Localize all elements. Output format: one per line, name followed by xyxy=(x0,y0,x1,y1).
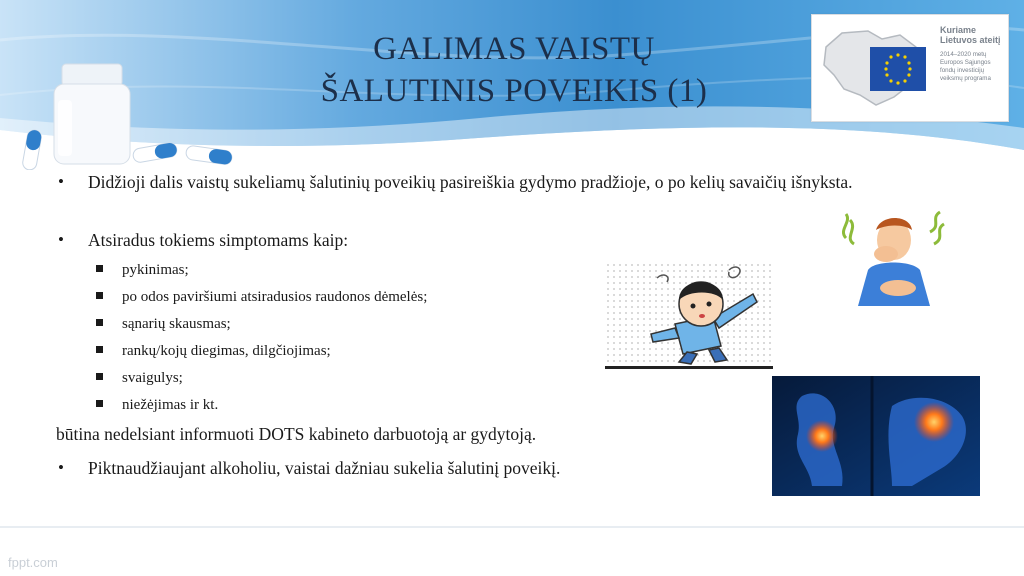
lithuania-map-eu-flag-icon xyxy=(820,25,938,111)
symptom-item xyxy=(96,341,596,361)
nausea-man-illustration xyxy=(838,208,948,308)
bullet-item xyxy=(56,228,756,252)
square-bullet-icon xyxy=(96,319,103,326)
square-bullet-icon xyxy=(96,373,103,380)
symptom-text: svaigulys; xyxy=(122,370,183,386)
title-line-1: GALIMAS VAISTŲ xyxy=(373,31,655,67)
symptom-item xyxy=(96,287,596,307)
bullet-text: Piktnaudžiaujant alkoholiu, vaistai dažniau sukelia šalutinį poveikį. xyxy=(88,458,561,478)
symptom-text: niežėjimas ir kt. xyxy=(122,397,219,413)
footer-brand: fppt.com xyxy=(8,555,58,570)
symptom-text: po odos paviršiumi atsiradusios raudonos dėmelės; xyxy=(122,289,428,305)
square-bullet-icon xyxy=(96,346,103,353)
joint-pain-illustration xyxy=(772,376,980,496)
bullet-dot-icon: • xyxy=(58,230,64,249)
symptom-item xyxy=(96,314,596,334)
square-bullet-icon xyxy=(96,292,103,299)
dizzy-boy-illustration xyxy=(605,262,773,370)
symptom-item xyxy=(96,260,596,280)
bullet-item xyxy=(56,456,756,480)
logo-sub-text: 2014–2020 metų Europos Sąjungos fondų investicijų veiksmų programa xyxy=(940,51,991,82)
logo-main-text: Kuriame Lietuvos ateitį xyxy=(940,25,1001,45)
square-bullet-icon xyxy=(96,265,103,272)
bullet-text: Atsiradus tokiems simptomams kaip: xyxy=(88,230,349,250)
symptom-item xyxy=(96,368,596,388)
title-line-2: ŠALUTINIS POVEIKIS (1) xyxy=(320,73,708,109)
pill-bottle-illustration xyxy=(18,60,248,170)
followup-text: būtina nedelsiant informuoti DOTS kabineto darbuotoją ar gydytoją. xyxy=(56,424,537,444)
eu-funds-logo xyxy=(811,14,1009,122)
symptom-item xyxy=(96,395,596,415)
footer-divider xyxy=(0,526,1024,528)
square-bullet-icon xyxy=(96,400,103,407)
symptom-text: rankų/kojų diegimas, dilgčiojimas; xyxy=(122,343,331,359)
symptom-text: pykinimas; xyxy=(122,262,189,278)
logo-text xyxy=(940,25,1006,83)
bullet-text: Didžioji dalis vaistų sukeliamų šalutinių poveikių pasireiškia gydymo pradžioje, o po kelių savaičių išnyksta. xyxy=(88,172,853,192)
bullet-dot-icon: • xyxy=(58,458,64,477)
bullet-item xyxy=(56,170,970,194)
slide-title xyxy=(240,28,788,112)
symptom-text: sąnarių skausmas; xyxy=(122,316,231,332)
bullet-dot-icon: • xyxy=(58,172,64,191)
